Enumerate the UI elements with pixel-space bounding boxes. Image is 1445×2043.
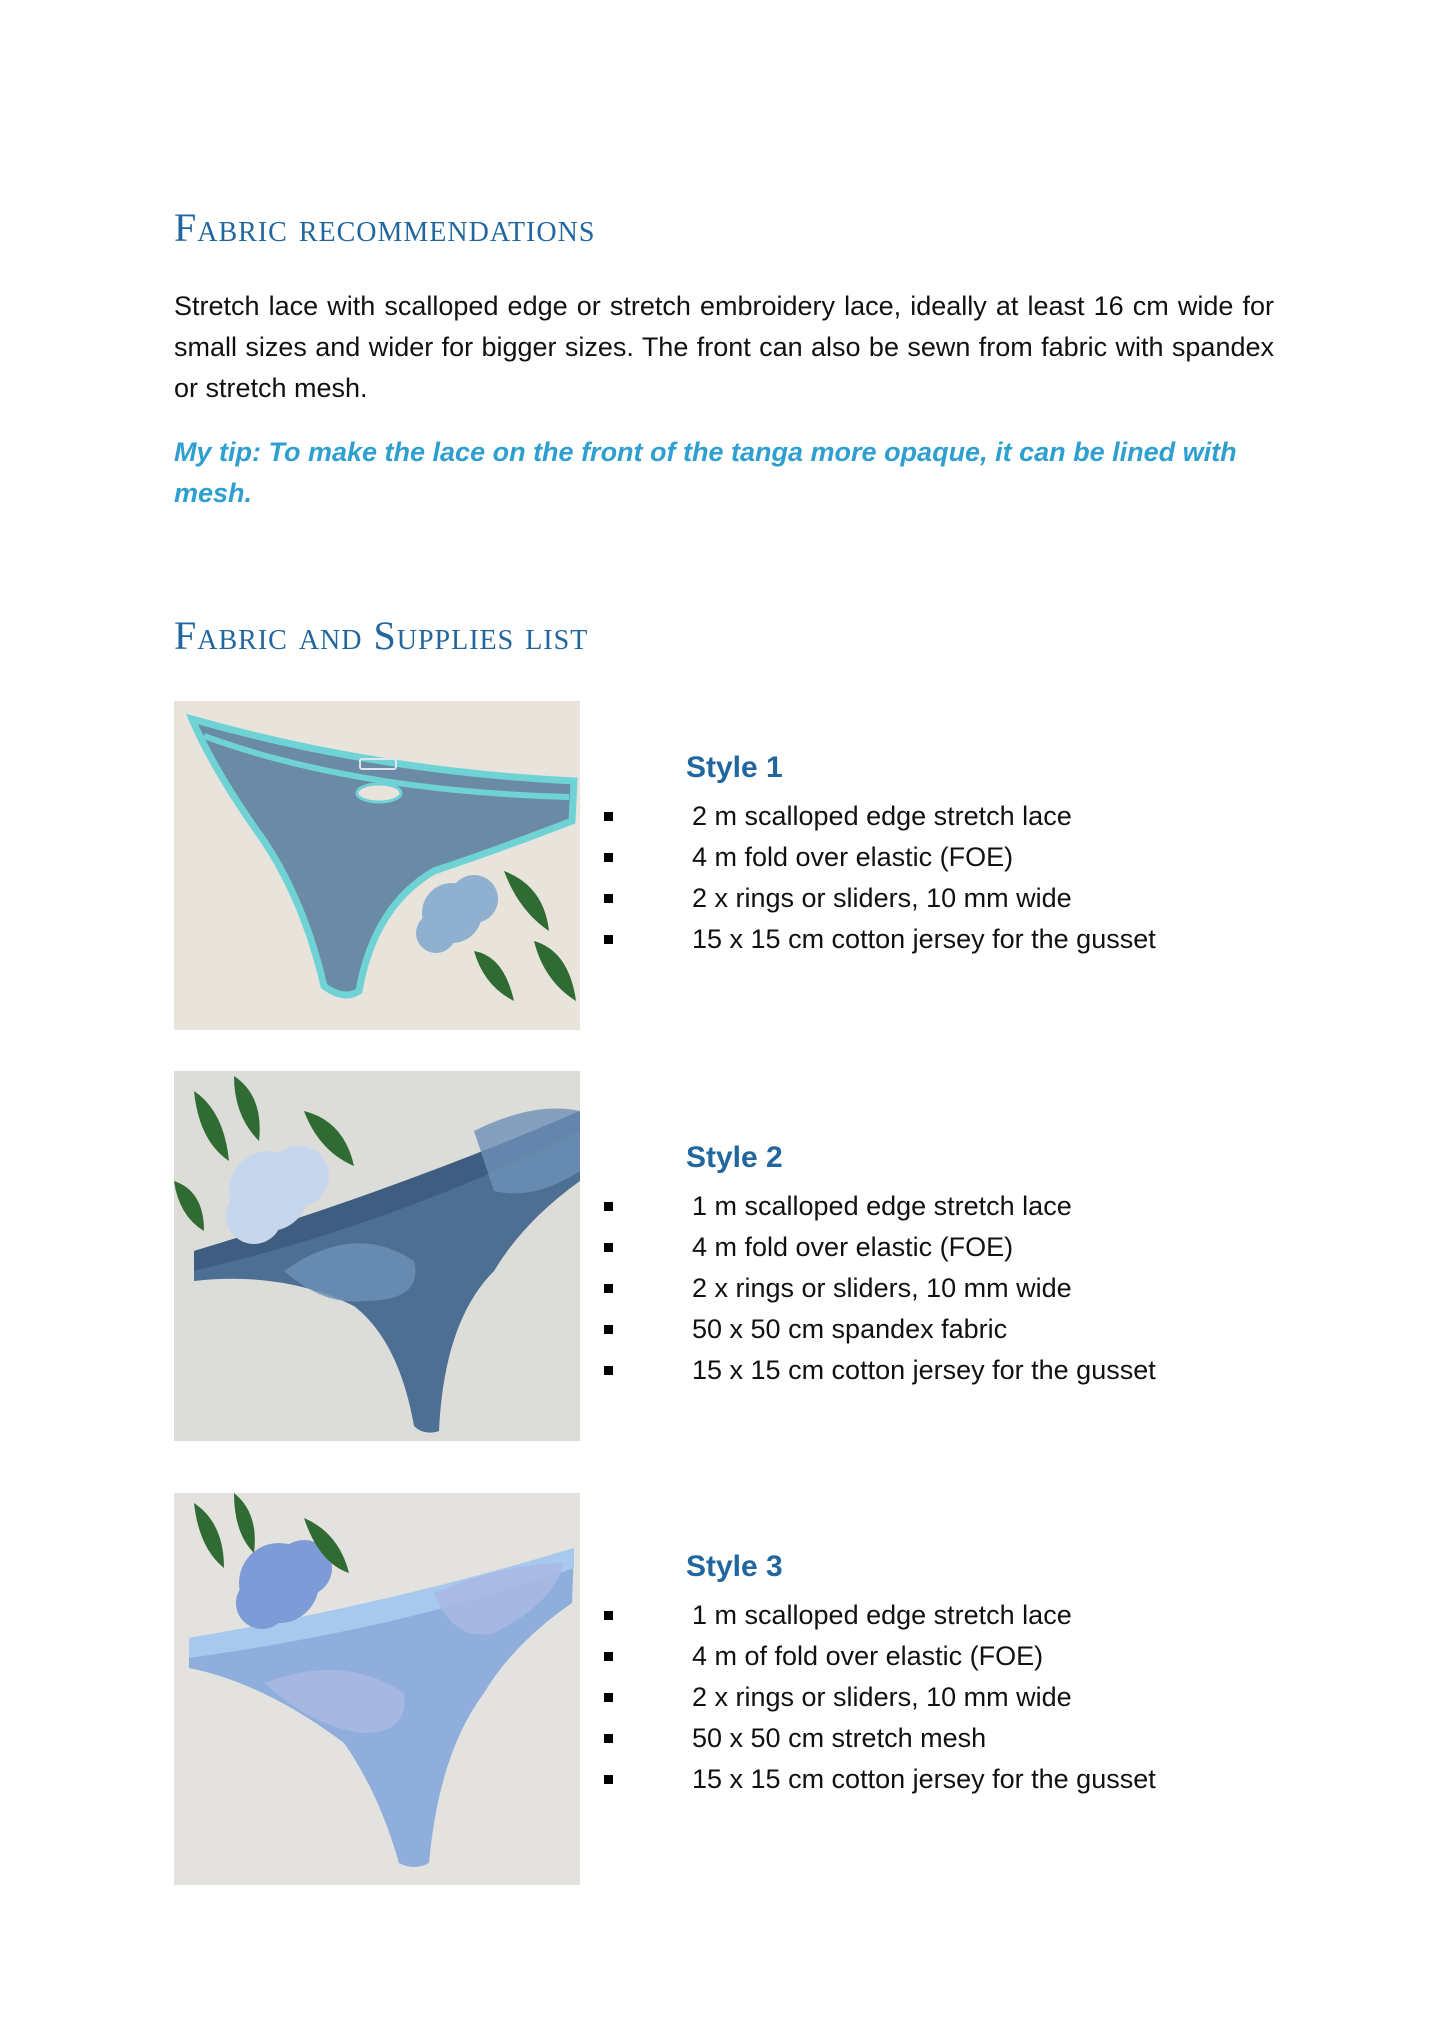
style-1-photo [174,701,580,1030]
list-item: 4 m of fold over elastic (FOE) [600,1636,1320,1677]
tip-paragraph: My tip: To make the lace on the front of the tanga more opaque, it can be lined with mesh. [174,437,1237,508]
style-1-title: Style 1 [686,751,783,784]
list-item: 4 m fold over elastic (FOE) [600,837,1320,878]
bullet-icon [604,894,613,903]
list-item: 50 x 50 cm spandex fabric [600,1309,1320,1350]
bullet-icon [604,1284,613,1293]
list-item: 15 x 15 cm cotton jersey for the gusset [600,1759,1320,1800]
bullet-icon [604,1693,613,1702]
style-3-block [600,1547,1320,1800]
fabric-recommendation-paragraph: Stretch lace with scalloped edge or stretch embroidery lace, ideally at least 16 cm wide for small sizes and wider for bigger sizes. The front can also be sewn from fabric with spandex or stretch mesh. [174,291,1274,403]
section-heading-supplies-list: Fabric and Supplies list [174,613,589,658]
bullet-icon [604,1366,613,1375]
bullet-icon [604,1325,613,1334]
bullet-icon [604,1243,613,1252]
bullet-icon [604,1611,613,1620]
bullet-icon [604,1652,613,1661]
list-item: 1 m scalloped edge stretch lace [600,1595,1320,1636]
list-item: 2 x rings or sliders, 10 mm wide [600,1677,1320,1718]
list-item: 2 x rings or sliders, 10 mm wide [600,878,1320,919]
bullet-icon [604,1202,613,1211]
bullet-icon [604,812,613,821]
bullet-icon [604,935,613,944]
style-3-title: Style 3 [686,1550,783,1583]
style-2-block [600,1138,1320,1391]
style-3-photo [174,1493,580,1885]
list-item: 15 x 15 cm cotton jersey for the gusset [600,1350,1320,1391]
list-item: 4 m fold over elastic (FOE) [600,1227,1320,1268]
bullet-icon [604,1775,613,1784]
style-1-supplies-list [600,796,1320,960]
list-item: 1 m scalloped edge stretch lace [600,1186,1320,1227]
section-heading-fabric-recommendations: Fabric recommendations [174,205,596,250]
style-2-title: Style 2 [686,1141,783,1174]
list-item: 2 m scalloped edge stretch lace [600,796,1320,837]
bullet-icon [604,853,613,862]
style-2-supplies-list [600,1186,1320,1391]
style-2-photo [174,1071,580,1441]
list-item: 50 x 50 cm stretch mesh [600,1718,1320,1759]
list-item: 15 x 15 cm cotton jersey for the gusset [600,919,1320,960]
style-3-supplies-list [600,1595,1320,1800]
list-item: 2 x rings or sliders, 10 mm wide [600,1268,1320,1309]
style-1-block [600,748,1320,960]
bullet-icon [604,1734,613,1743]
